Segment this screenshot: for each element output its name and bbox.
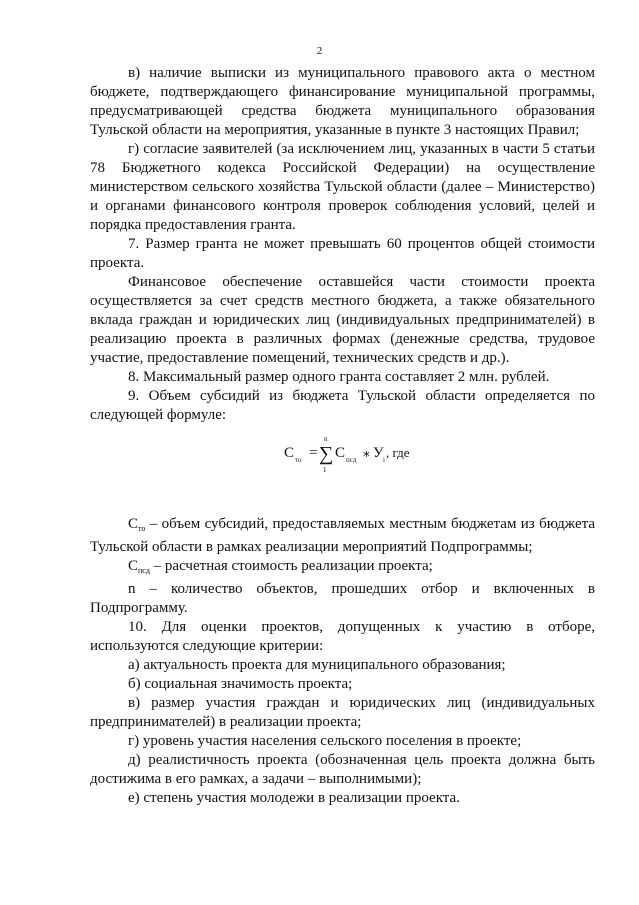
criterion-b: б) социальная значимость проекта; (128, 676, 353, 692)
formula-term2: У (373, 445, 384, 461)
definition-n: n – количество объектов, прошедших отбор и включенных в Подпрограмму. (90, 581, 595, 616)
formula-equals: = (309, 445, 318, 461)
definition-cpsd-symbol: С (128, 558, 139, 574)
definition-cto-sub: то (138, 524, 146, 533)
criterion-d: д) реалистичность проекта (обозначенная цель проекта должна быть достижима в его рамках, а задачи – выполнимыми); (90, 752, 595, 787)
paragraph-7-grant-limit: 7. Размер гранта не может превышать 60 процентов общей стоимости проекта. (90, 236, 595, 271)
paragraph-10-criteria: 10. Для оценки проектов, допущенных к участию в отборе, используются следующие критерии: (90, 619, 595, 654)
formula-term1: С (335, 445, 346, 461)
paragraph-v-budget-extract: в) наличие выписки из муниципального правового акта о местном бюджете, подтверждающего финансирование муниципальной программы, предусматривающей средства бюджета муниципального образования Тульской области на мероприятия, указанные в пункте 3 настоящих Правил; (90, 65, 595, 138)
definition-cpsd (90, 557, 595, 580)
paragraph-g-consent: г) согласие заявителей (за исключением лиц, указанных в части 5 статьи 78 Бюджетного кодекса Российской Федерации) на осуществление министерством сельского хозяйства Тульской области (далее – Министерство) и органами финансового контроля проверок соблюдения условий, целей и порядка предоставления гранта. (90, 141, 595, 233)
formula-tail: , где (386, 445, 410, 460)
formula-lhs: С (284, 445, 295, 461)
formula-sum-bottom: 1 (323, 466, 327, 474)
page-number: 2 (316, 45, 323, 57)
formula-graphic (90, 427, 595, 491)
criterion-g: г) уровень участия населения сельского поселения в проекте; (128, 733, 522, 749)
formula-term2-sub: i (383, 456, 385, 464)
document-body (90, 64, 595, 808)
definition-cto-symbol: С (128, 516, 139, 532)
formula-spacing (90, 491, 595, 515)
formula-times: ∗ (362, 446, 371, 461)
definition-cto-text: – объем субсидий, предоставляемых местным бюджетам из бюджета Тульской области в рамках реализации мероприятий Подпрограммы; (90, 516, 595, 555)
definition-cto (90, 515, 595, 557)
definition-cpsd-text: – расчетная стоимость реализации проекта; (149, 558, 433, 574)
formula-sum-sign: ∑ (319, 443, 334, 465)
formula-sum-top: n (324, 435, 328, 443)
criterion-v: в) размер участия граждан и юридических лиц (индивидуальных предпринимателей) в реализации проекта; (90, 695, 595, 730)
subsidy-formula (90, 427, 595, 491)
criterion-a: а) актуальность проекта для муниципального образования; (128, 657, 506, 673)
formula-lhs-sub: то (295, 456, 302, 464)
paragraph-financing: Финансовое обеспечение оставшейся части стоимости проекта осуществляется за счет средств местного бюджета, а также обязательного вклада граждан и юридических лиц (индивидуальных предпринимателей) в реализацию проекта в различных формах (денежные средства, трудовое участие, предоставление помещений, технических средств и др.). (90, 274, 595, 366)
paragraph-8-max-grant: 8. Максимальный размер одного гранта составляет 2 млн. рублей. (128, 369, 550, 385)
definition-cpsd-sub: псд (138, 566, 150, 575)
criterion-e: е) степень участия молодежи в реализации проекта. (128, 790, 460, 806)
paragraph-9-formula-intro: 9. Объем субсидий из бюджета Тульской области определяется по следующей формуле: (90, 388, 595, 423)
formula-term1-sub: псд (346, 456, 357, 464)
